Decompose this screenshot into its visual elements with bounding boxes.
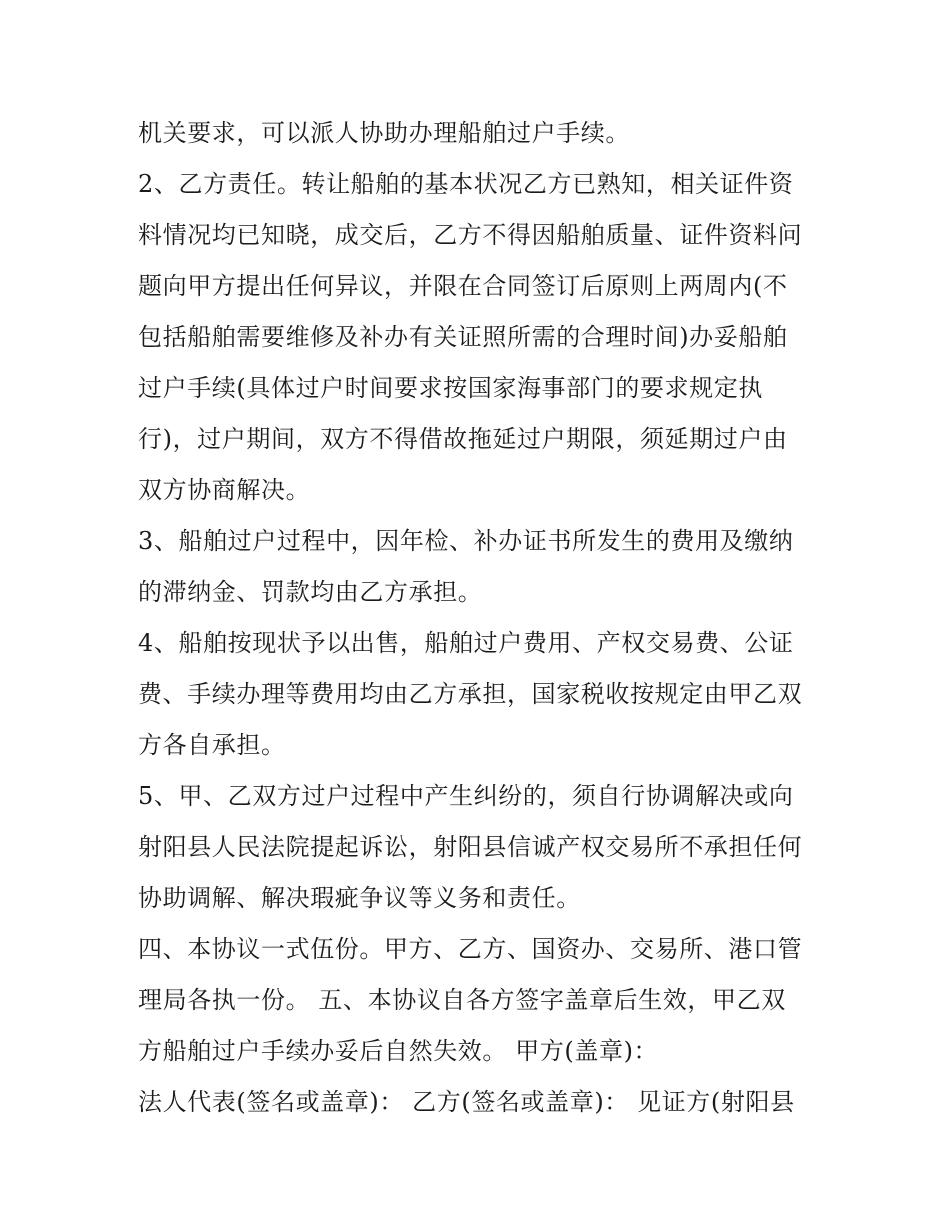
text-line: 四、本协议一式伍份。甲方、乙方、国资办、交易所、港口管 <box>138 935 803 963</box>
text-line: 料情况均已知晓，成交后，乙方不得因船舶质量、证件资料问 <box>138 221 803 249</box>
text-line: 法人代表(签名或盖章)： 乙方(签名或盖章)： 见证方(射阳县 <box>138 1088 795 1116</box>
text-line: 机关要求，可以派人协助办理船舶过户手续。 <box>138 119 630 147</box>
text-line: 5、甲、乙双方过户过程中产生纠纷的，须自行协调解决或向 <box>138 782 794 810</box>
text-line: 方各自承担。 <box>138 731 286 759</box>
text-line: 协助调解、解决瑕疵争议等义务和责任。 <box>138 884 581 912</box>
text-line: 射阳县人民法院提起诉讼，射阳县信诚产权交易所不承担任何 <box>138 833 803 861</box>
text-line: 过户手续(具体过户时间要求按国家海事部门的要求规定执 <box>138 374 763 402</box>
text-line: 4、船舶按现状予以出售，船舶过户费用、产权交易费、公证 <box>138 629 794 657</box>
document-body <box>138 108 818 1128</box>
text-line: 行)，过户期间，双方不得借故拖延过户期限，须延期过户由 <box>138 425 788 453</box>
text-line: 3、船舶过户过程中，因年检、补办证书所发生的费用及缴纳 <box>138 527 794 555</box>
text-line: 双方协商解决。 <box>138 476 311 504</box>
text-line: 题向甲方提出任何异议，并限在合同签订后原则上两周内(不 <box>138 272 788 300</box>
text-line: 2、乙方责任。转让船舶的基本状况乙方已熟知，相关证件资 <box>138 170 794 198</box>
text-line: 的滞纳金、罚款均由乙方承担。 <box>138 578 483 606</box>
text-line: 包括船舶需要维修及补办有关证照所需的合理时间)办妥船舶 <box>138 323 788 351</box>
text-line: 费、手续办理等费用均由乙方承担，国家税收按规定由甲乙双 <box>138 680 803 708</box>
text-line: 理局各执一份。 五、本协议自各方签字盖章后生效，甲乙双 <box>138 986 786 1014</box>
text-line: 方船舶过户手续办妥后自然失效。 甲方(盖章)： <box>138 1037 659 1065</box>
